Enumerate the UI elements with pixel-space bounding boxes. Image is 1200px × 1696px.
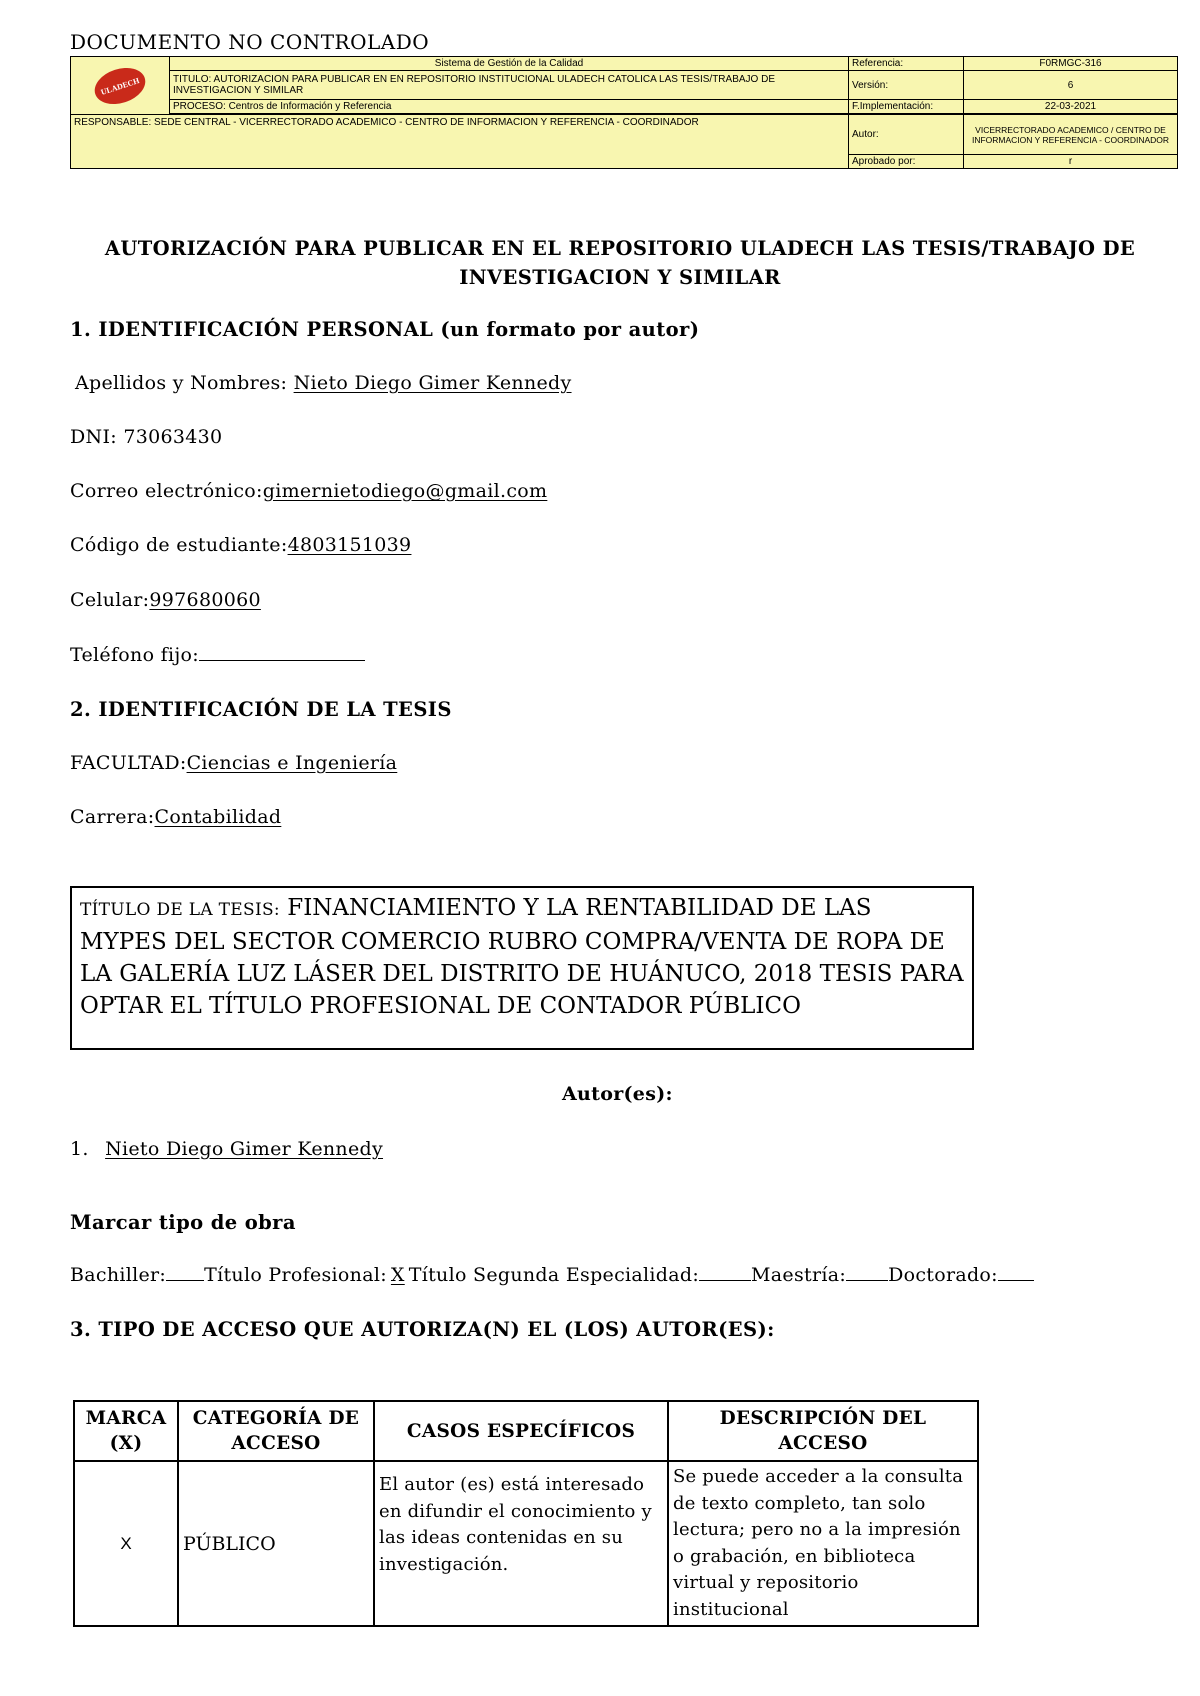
full-name-field [75, 372, 572, 394]
process-label: PROCESO: Centros de Información y Referencia [170, 100, 849, 114]
row-descripcion: Se puede acceder a la consulta de texto completo, tan solo lectura; pero no a la impresión o grabación, en biblioteca virtual y repositorio institucional [668, 1461, 978, 1626]
full-name-value: Nieto Diego Gimer Kennedy [293, 372, 572, 394]
option-bachiller: Bachiller: [70, 1264, 167, 1286]
student-code-label: Código de estudiante: [70, 534, 288, 556]
landline-blank [199, 644, 365, 661]
reference-label: Referencia: [849, 57, 964, 71]
dni-field [70, 426, 222, 448]
option-maestria: Maestría: [751, 1264, 847, 1286]
landline-field [70, 644, 365, 666]
titulo-profesional-mark: X [390, 1264, 405, 1286]
faculty-value: Ciencias e Ingeniería [186, 752, 398, 774]
option-titulo-profesional: Título Profesional: [204, 1264, 387, 1286]
doctorado-blank [998, 1264, 1034, 1281]
mobile-label: Celular: [70, 589, 150, 611]
thesis-title-text: FINANCIAMIENTO Y LA RENTABILIDAD DE LAS MYPES DEL SECTOR COMERCIO RUBRO COMPRA/VENTA DE ROPA DE LA GALERÍA LUZ LÁSER DEL DISTRITO DE HUÁNUCO, 2018 TESIS PARA OPTAR EL TÍTULO PROFESIONAL DE CONTADOR PÚBLICO [80, 895, 964, 1019]
author-label: Autor: [849, 115, 964, 155]
form-title: TITULO: AUTORIZACION PARA PUBLICAR EN EN REPOSITORIO INSTITUCIONAL ULADECH CATOLICA LAS TESIS/TRABAJO DE INVESTIGACION Y SIMILAR [170, 71, 849, 100]
career-label: Carrera: [70, 806, 155, 828]
option-segunda-especialidad: Título Segunda Especialidad: [408, 1264, 700, 1286]
dni-value: 73063430 [123, 426, 223, 448]
col-header-categoria: CATEGORÍA DE ACCESO [178, 1401, 374, 1461]
responsible-label: RESPONSABLE: SEDE CENTRAL - VICERRECTORADO ACADEMICO - CENTRO DE INFORMACION Y REFERENCIA - COORDINADOR [71, 115, 849, 169]
section-3-heading: 3. TIPO DE ACCESO QUE AUTORIZA(N) EL (LOS) AUTOR(ES): [70, 1318, 775, 1341]
row-marca: X [74, 1461, 178, 1626]
document-title [60, 234, 1180, 292]
table-row [74, 1461, 978, 1626]
document-title-line-2: INVESTIGACION Y SIMILAR [459, 266, 781, 289]
dni-label: DNI: [70, 426, 117, 448]
authors-heading: Autor(es): [562, 1083, 673, 1105]
author-name: Nieto Diego Gimer Kennedy [105, 1138, 384, 1160]
col-header-descripcion: DESCRIPCIÓN DEL ACCESO [668, 1401, 978, 1461]
mobile-value: 997680060 [149, 589, 261, 611]
section-2-heading: 2. IDENTIFICACIÓN DE LA TESIS [70, 698, 452, 721]
full-name-label: Apellidos y Nombres: [75, 372, 288, 394]
logo-cell [71, 57, 170, 115]
email-value: gimernietodiego@gmail.com [262, 480, 548, 502]
section-1-heading: 1. IDENTIFICACIÓN PERSONAL (un formato por autor) [70, 318, 700, 341]
access-type-table [73, 1400, 979, 1627]
thesis-title-box [70, 886, 974, 1050]
row-categoria: PÚBLICO [178, 1461, 374, 1626]
faculty-field [70, 752, 397, 774]
student-code-value: 4803151039 [287, 534, 412, 556]
author-entry [70, 1138, 383, 1160]
col-header-marca: MARCA (X) [74, 1401, 178, 1461]
maestria-blank [846, 1264, 888, 1281]
approved-by-value: r [964, 155, 1178, 169]
implementation-date-value: 22-03-2021 [964, 100, 1178, 114]
career-field [70, 806, 281, 828]
document-title-line-1: AUTORIZACIÓN PARA PUBLICAR EN EL REPOSITORIO ULADECH LAS TESIS/TRABAJO DE [104, 237, 1136, 260]
col-header-casos: CASOS ESPECÍFICOS [374, 1401, 668, 1461]
bachiller-blank [166, 1264, 204, 1281]
thesis-title-label: TÍTULO DE LA TESIS: [80, 900, 280, 920]
version-value: 6 [964, 71, 1178, 100]
uladech-logo: ULADECH [90, 61, 150, 109]
document-control-header [70, 56, 1178, 169]
email-field [70, 480, 547, 502]
student-code-field [70, 534, 411, 556]
reference-value: F0RMGC-316 [964, 57, 1178, 71]
implementation-date-label: F.Implementación: [849, 100, 964, 114]
career-value: Contabilidad [154, 806, 282, 828]
author-value: VICERRECTORADO ACADEMICO / CENTRO DE INFORMACION Y REFERENCIA - COORDINADOR [964, 115, 1178, 155]
option-doctorado: Doctorado: [888, 1264, 998, 1286]
landline-label: Teléfono fijo: [70, 644, 199, 666]
segunda-blank [699, 1264, 751, 1281]
approved-by-label: Aprobado por: [849, 155, 964, 169]
work-type-options [70, 1264, 1034, 1286]
email-label: Correo electrónico: [70, 480, 263, 502]
author-number: 1. [70, 1138, 89, 1160]
uncontrolled-document-note: DOCUMENTO NO CONTROLADO [70, 30, 430, 54]
row-casos: El autor (es) está interesado en difundir el conocimiento y las ideas contenidas en su investigación. [374, 1461, 668, 1626]
work-type-heading: Marcar tipo de obra [70, 1211, 296, 1234]
mobile-field [70, 589, 261, 611]
quality-system-label: Sistema de Gestión de la Calidad [170, 57, 849, 71]
version-label: Versión: [849, 71, 964, 100]
faculty-label: FACULTAD: [70, 752, 187, 774]
